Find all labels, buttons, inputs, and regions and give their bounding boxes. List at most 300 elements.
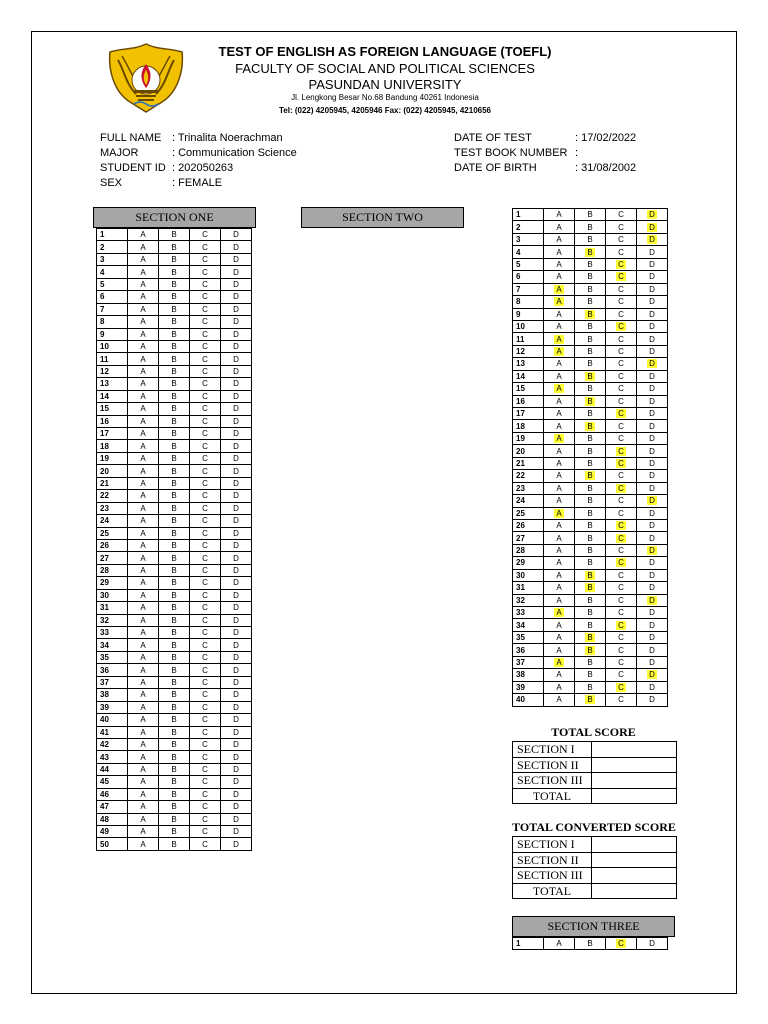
total-converted-table <box>512 836 677 899</box>
answer-option-d: D <box>221 801 252 813</box>
answer-option-a: A <box>544 320 575 332</box>
selected-answer: A <box>556 657 562 667</box>
answer-option-d: D <box>221 477 252 489</box>
selected-answer: D <box>649 496 655 506</box>
answer-option-b: B <box>159 577 190 589</box>
answer-option-d: D <box>221 664 252 676</box>
answer-option-a: A <box>544 582 575 594</box>
answer-option-d: D <box>637 582 668 594</box>
section-one-row <box>97 552 252 564</box>
answer-option-c <box>606 271 637 283</box>
answer-option-a: A <box>128 726 159 738</box>
question-number: 13 <box>97 378 128 390</box>
question-number: 31 <box>513 582 544 594</box>
answer-option-b <box>575 470 606 482</box>
answer-option-d: D <box>221 291 252 303</box>
section-one-row <box>97 266 252 278</box>
selected-answer: C <box>618 272 624 282</box>
answer-option-c: C <box>190 826 221 838</box>
answer-option-a: A <box>128 801 159 813</box>
answer-option-a: A <box>544 308 575 320</box>
header-address: Jl. Lengkong Besar No.68 Bandung 40261 Indonesia <box>291 93 479 102</box>
selected-answer: C <box>618 682 624 692</box>
answer-option-a: A <box>544 681 575 693</box>
section-three-answer-table <box>512 937 668 950</box>
answer-option-c: C <box>190 365 221 377</box>
question-number: 39 <box>513 681 544 693</box>
answer-option-a: A <box>128 539 159 551</box>
answer-option-b <box>575 246 606 258</box>
answer-option-d: D <box>221 365 252 377</box>
total-converted-row <box>513 868 677 884</box>
section-two-row <box>513 221 668 233</box>
answer-option-c: C <box>606 420 637 432</box>
answer-option-a: A <box>128 229 159 241</box>
answer-option-b: B <box>159 614 190 626</box>
answer-option-d: D <box>221 340 252 352</box>
question-number: 10 <box>513 320 544 332</box>
section-one-row <box>97 676 252 688</box>
answer-option-c: C <box>190 403 221 415</box>
answer-option-d: D <box>221 552 252 564</box>
answer-option-b <box>575 370 606 382</box>
answer-option-a: A <box>128 689 159 701</box>
answer-option-d: D <box>637 631 668 643</box>
answer-option-a: A <box>128 776 159 788</box>
answer-option-a: A <box>128 365 159 377</box>
answer-option-b: B <box>159 340 190 352</box>
answer-option-b: B <box>159 465 190 477</box>
answer-option-c: C <box>606 569 637 581</box>
header-university: PASUNDAN UNIVERSITY <box>308 77 462 92</box>
answer-option-a: A <box>128 465 159 477</box>
total-score-row <box>513 773 677 789</box>
question-number: 14 <box>513 370 544 382</box>
total-converted-label: SECTION I <box>513 837 592 853</box>
answer-option-d: D <box>221 278 252 290</box>
section-two-row <box>513 507 668 519</box>
answer-option-c: C <box>190 701 221 713</box>
answer-option-b: B <box>575 445 606 457</box>
question-number: 22 <box>97 490 128 502</box>
section-two-row <box>513 383 668 395</box>
question-number: 16 <box>513 395 544 407</box>
section-two-row <box>513 333 668 345</box>
answer-option-a: A <box>128 502 159 514</box>
answer-option-b: B <box>575 345 606 357</box>
answer-option-a: A <box>544 482 575 494</box>
answer-option-b: B <box>575 607 606 619</box>
answer-option-b: B <box>159 365 190 377</box>
section-one-row <box>97 477 252 489</box>
answer-option-c: C <box>606 395 637 407</box>
answer-option-d: D <box>637 519 668 531</box>
test-book-label: TEST BOOK NUMBER <box>454 147 568 159</box>
answer-option-b: B <box>159 651 190 663</box>
question-number: 26 <box>513 519 544 531</box>
answer-option-d: D <box>637 408 668 420</box>
answer-option-d: D <box>221 539 252 551</box>
answer-option-d: D <box>221 651 252 663</box>
answer-option-c: C <box>190 751 221 763</box>
question-number: 1 <box>97 229 128 241</box>
answer-option-b <box>575 582 606 594</box>
date-of-test-value: : 17/02/2022 <box>575 132 637 144</box>
total-score-value <box>592 757 677 773</box>
answer-option-d: D <box>221 490 252 502</box>
question-number: 12 <box>513 345 544 357</box>
section-one-row <box>97 589 252 601</box>
section-two-row <box>513 445 668 457</box>
answer-option-d: D <box>637 457 668 469</box>
section-one-row <box>97 229 252 241</box>
answer-option-b: B <box>159 627 190 639</box>
section-one-row <box>97 577 252 589</box>
section-one-row <box>97 291 252 303</box>
answer-option-a: A <box>128 303 159 315</box>
answer-option-a: A <box>128 788 159 800</box>
question-number: 27 <box>513 532 544 544</box>
section-one-row <box>97 813 252 825</box>
answer-option-a: A <box>128 552 159 564</box>
answer-option-a <box>544 296 575 308</box>
section-one-row <box>97 428 252 440</box>
section-two-row <box>513 345 668 357</box>
answer-option-a: A <box>544 532 575 544</box>
answer-option-b: B <box>575 457 606 469</box>
answer-option-c: C <box>190 838 221 850</box>
selected-answer: D <box>649 222 655 232</box>
section-one-row <box>97 701 252 713</box>
section-two-row <box>513 681 668 693</box>
answer-option-d: D <box>221 751 252 763</box>
question-number: 30 <box>513 569 544 581</box>
answer-option-b: B <box>575 482 606 494</box>
answer-option-c: C <box>606 221 637 233</box>
answer-option-b: B <box>159 689 190 701</box>
answer-option-b: B <box>159 278 190 290</box>
answer-option-a: A <box>128 701 159 713</box>
selected-answer: A <box>556 508 562 518</box>
question-number: 32 <box>97 614 128 626</box>
header-title: TEST OF ENGLISH AS FOREIGN LANGUAGE (TOEFL) <box>218 44 552 59</box>
answer-option-d: D <box>221 229 252 241</box>
selected-answer: D <box>649 546 655 556</box>
total-converted-row <box>513 837 677 853</box>
question-number: 3 <box>513 233 544 245</box>
total-converted-value <box>592 868 677 884</box>
answer-option-b: B <box>159 527 190 539</box>
answer-option-b: B <box>159 515 190 527</box>
answer-option-d: D <box>637 470 668 482</box>
selected-answer: D <box>649 595 655 605</box>
answer-option-b: B <box>159 763 190 775</box>
question-number: 27 <box>97 552 128 564</box>
section-two-row <box>513 557 668 569</box>
total-score-row <box>513 742 677 758</box>
answer-option-d: D <box>221 602 252 614</box>
answer-option-b: B <box>575 233 606 245</box>
answer-option-b: B <box>159 776 190 788</box>
answer-option-a: A <box>544 544 575 556</box>
answer-option-b: B <box>159 440 190 452</box>
answer-option-d: D <box>221 577 252 589</box>
answer-option-a: A <box>128 403 159 415</box>
total-converted-title: TOTAL CONVERTED SCORE <box>512 820 676 834</box>
question-number: 5 <box>97 278 128 290</box>
total-score-row <box>513 788 677 804</box>
section-one-row <box>97 365 252 377</box>
selected-answer: C <box>618 620 624 630</box>
answer-option-d: D <box>637 271 668 283</box>
question-number: 4 <box>97 266 128 278</box>
question-number: 40 <box>97 714 128 726</box>
section-one-row <box>97 278 252 290</box>
answer-option-c <box>606 519 637 531</box>
question-number: 38 <box>513 669 544 681</box>
section-one-row <box>97 714 252 726</box>
answer-option-b: B <box>159 490 190 502</box>
answer-option-d: D <box>221 701 252 713</box>
answer-option-a: A <box>128 763 159 775</box>
answer-option-c <box>606 445 637 457</box>
answer-option-b: B <box>575 656 606 668</box>
answer-option-a: A <box>128 340 159 352</box>
answer-option-c: C <box>606 594 637 606</box>
selected-answer: B <box>587 421 593 431</box>
answer-option-a: A <box>128 452 159 464</box>
question-number: 30 <box>97 589 128 601</box>
answer-option-c <box>606 532 637 544</box>
answer-option-c: C <box>190 627 221 639</box>
answer-option-c: C <box>190 813 221 825</box>
answer-option-a: A <box>128 477 159 489</box>
question-number: 1 <box>513 938 544 950</box>
answer-option-a: A <box>128 838 159 850</box>
answer-option-c: C <box>190 241 221 253</box>
question-number: 18 <box>513 420 544 432</box>
answer-option-d: D <box>637 383 668 395</box>
answer-option-b <box>575 631 606 643</box>
answer-option-d: D <box>221 627 252 639</box>
answer-option-a: A <box>128 440 159 452</box>
question-number: 25 <box>97 527 128 539</box>
question-number: 8 <box>97 316 128 328</box>
question-number: 10 <box>97 340 128 352</box>
answer-option-a: A <box>128 428 159 440</box>
answer-option-a: A <box>544 619 575 631</box>
answer-option-d: D <box>637 938 668 950</box>
selected-answer: B <box>587 645 593 655</box>
answer-option-d: D <box>637 283 668 295</box>
answer-option-b: B <box>159 676 190 688</box>
answer-option-d: D <box>637 420 668 432</box>
answer-option-c: C <box>190 340 221 352</box>
answer-option-c <box>606 457 637 469</box>
selected-answer: D <box>649 670 655 680</box>
answer-option-b: B <box>575 432 606 444</box>
answer-option-d: D <box>637 507 668 519</box>
answer-option-a: A <box>128 564 159 576</box>
total-converted-row <box>513 883 677 899</box>
answer-option-b: B <box>159 253 190 265</box>
answer-option-c: C <box>606 432 637 444</box>
section-one-row <box>97 440 252 452</box>
question-number: 25 <box>513 507 544 519</box>
answer-option-b: B <box>575 557 606 569</box>
total-converted-row <box>513 852 677 868</box>
answer-option-c: C <box>190 303 221 315</box>
selected-answer: B <box>587 247 593 257</box>
answer-option-a: A <box>128 664 159 676</box>
answer-option-d: D <box>221 515 252 527</box>
answer-option-a: A <box>128 241 159 253</box>
answer-option-a: A <box>128 577 159 589</box>
question-number: 7 <box>97 303 128 315</box>
answer-option-c: C <box>190 664 221 676</box>
answer-option-d: D <box>221 776 252 788</box>
question-number: 50 <box>97 838 128 850</box>
answer-option-b: B <box>159 291 190 303</box>
answer-option-a <box>544 432 575 444</box>
answer-option-c: C <box>190 390 221 402</box>
answer-option-c: C <box>606 582 637 594</box>
section-one-row <box>97 403 252 415</box>
section-one-row <box>97 826 252 838</box>
answer-option-a <box>544 345 575 357</box>
question-number: 2 <box>97 241 128 253</box>
answer-option-d: D <box>221 714 252 726</box>
section-one-row <box>97 303 252 315</box>
test-book-value: : <box>575 147 579 159</box>
answer-option-a: A <box>544 694 575 706</box>
section-one-row <box>97 353 252 365</box>
answer-option-d: D <box>221 403 252 415</box>
section-one-row <box>97 390 252 402</box>
answer-option-d: D <box>637 619 668 631</box>
question-number: 3 <box>97 253 128 265</box>
answer-option-a: A <box>128 751 159 763</box>
sex-value: : FEMALE <box>172 177 223 189</box>
question-number: 12 <box>97 365 128 377</box>
answer-option-c: C <box>190 552 221 564</box>
answer-option-d: D <box>221 813 252 825</box>
answer-option-c <box>606 408 637 420</box>
answer-option-b: B <box>159 838 190 850</box>
answer-option-a: A <box>544 221 575 233</box>
answer-option-d: D <box>637 345 668 357</box>
answer-option-c: C <box>606 383 637 395</box>
answer-option-d: D <box>221 726 252 738</box>
section-two-row <box>513 607 668 619</box>
section-one-row <box>97 664 252 676</box>
answer-option-c: C <box>190 738 221 750</box>
question-number: 23 <box>97 502 128 514</box>
section-two-row <box>513 395 668 407</box>
section-one-row <box>97 776 252 788</box>
section-two-row <box>513 519 668 531</box>
section-two-row <box>513 457 668 469</box>
answer-option-b: B <box>159 378 190 390</box>
section-three-row <box>513 938 668 950</box>
question-number: 20 <box>513 445 544 457</box>
full-name-label: FULL NAME <box>100 132 162 144</box>
answer-option-c: C <box>190 278 221 290</box>
answer-option-d: D <box>221 452 252 464</box>
answer-option-a: A <box>544 669 575 681</box>
answer-option-a: A <box>544 938 575 950</box>
answer-option-c: C <box>190 440 221 452</box>
question-number: 36 <box>513 644 544 656</box>
answer-option-d <box>637 209 668 221</box>
section-one-row <box>97 614 252 626</box>
answer-option-d: D <box>221 390 252 402</box>
answer-option-b: B <box>159 452 190 464</box>
answer-option-d: D <box>221 378 252 390</box>
selected-answer: B <box>587 471 593 481</box>
section-one-row <box>97 316 252 328</box>
answer-option-a: A <box>544 408 575 420</box>
section-two-row <box>513 644 668 656</box>
question-number: 35 <box>97 651 128 663</box>
answer-option-a: A <box>128 253 159 265</box>
selected-answer: C <box>618 533 624 543</box>
answer-option-c: C <box>190 428 221 440</box>
answer-option-c: C <box>190 229 221 241</box>
question-number: 37 <box>97 676 128 688</box>
answer-option-a: A <box>128 639 159 651</box>
answer-option-d: D <box>637 432 668 444</box>
answer-option-a: A <box>128 738 159 750</box>
answer-option-d: D <box>637 320 668 332</box>
answer-option-b: B <box>159 477 190 489</box>
question-number: 28 <box>97 564 128 576</box>
answer-option-b: B <box>159 241 190 253</box>
answer-option-b: B <box>159 502 190 514</box>
answer-option-b: B <box>159 589 190 601</box>
answer-option-c: C <box>606 209 637 221</box>
selected-answer: B <box>587 570 593 580</box>
section-one-row <box>97 253 252 265</box>
answer-option-b: B <box>159 639 190 651</box>
selected-answer: B <box>587 309 593 319</box>
answer-option-c: C <box>190 291 221 303</box>
total-converted-value <box>592 883 677 899</box>
answer-option-a: A <box>544 594 575 606</box>
answer-option-d: D <box>637 694 668 706</box>
answer-option-c: C <box>606 246 637 258</box>
section-one-row <box>97 527 252 539</box>
answer-option-a: A <box>544 358 575 370</box>
answer-option-c: C <box>190 639 221 651</box>
question-number: 37 <box>513 656 544 668</box>
answer-option-b <box>575 420 606 432</box>
selected-answer: A <box>556 347 562 357</box>
section-one-row <box>97 539 252 551</box>
answer-option-d: D <box>221 788 252 800</box>
question-number: 39 <box>97 701 128 713</box>
answer-option-d: D <box>221 253 252 265</box>
answer-option-b: B <box>575 221 606 233</box>
answer-option-b: B <box>159 539 190 551</box>
selected-answer: A <box>556 297 562 307</box>
question-number: 21 <box>513 457 544 469</box>
answer-option-c: C <box>190 726 221 738</box>
answer-option-b: B <box>159 353 190 365</box>
answer-option-b: B <box>575 358 606 370</box>
major-value: : Communication Science <box>172 147 297 159</box>
answer-option-c: C <box>190 539 221 551</box>
